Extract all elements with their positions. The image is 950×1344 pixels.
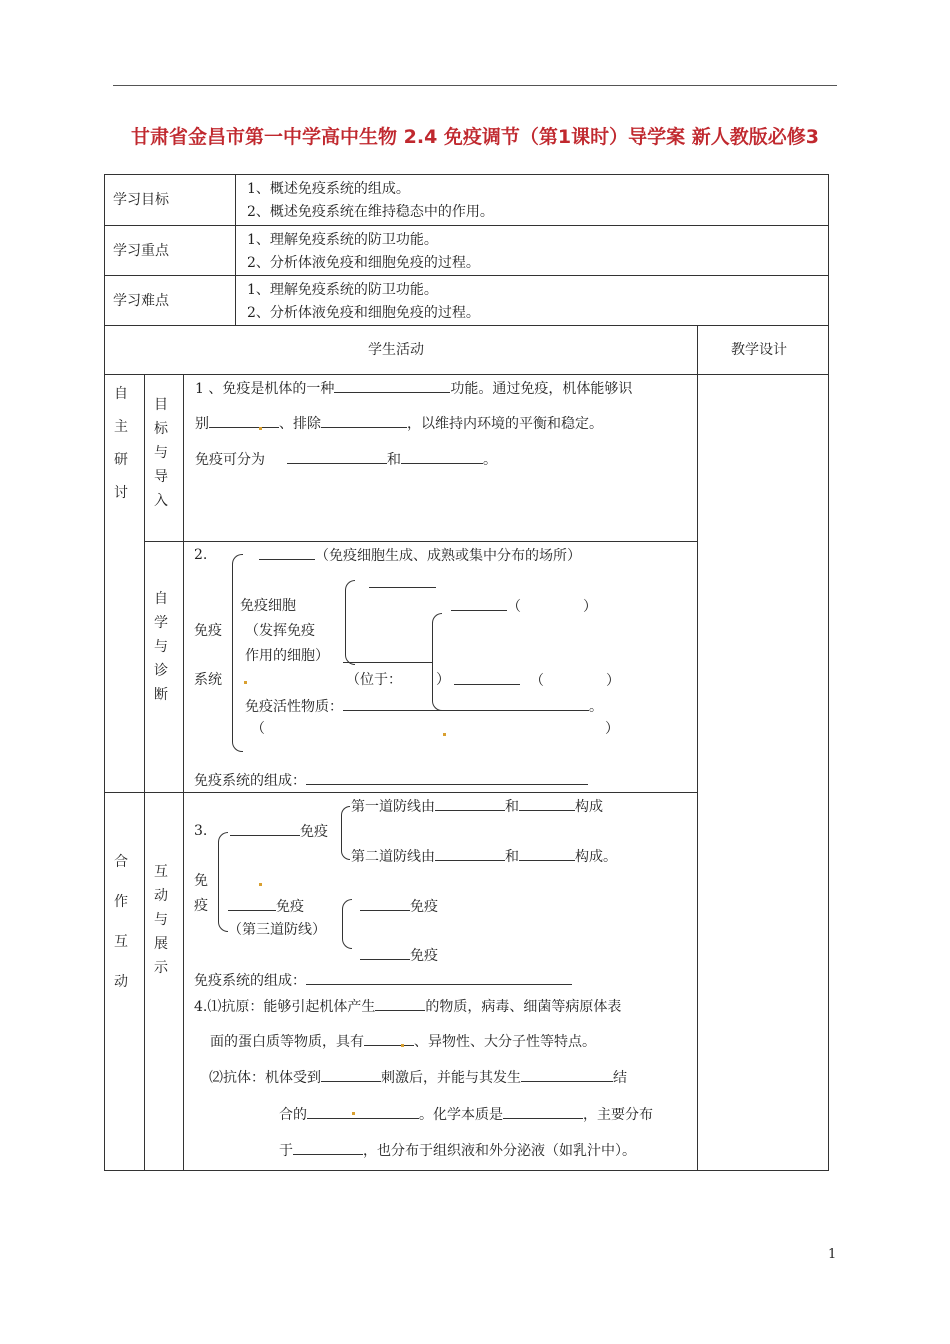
row-label-key-points: 学习重点	[113, 243, 169, 259]
top-rule	[113, 85, 837, 86]
section-self-study: 自主研讨	[114, 386, 128, 501]
section-goals-intro: 目标与导入	[154, 397, 168, 509]
section-self-diagnosis: 自学与诊断	[154, 591, 168, 703]
cell-type-line-2: （ ）	[454, 671, 620, 690]
table-border	[104, 275, 829, 276]
q4-line-4: 合的 。化学本质是 ，主要分布	[279, 1107, 653, 1123]
composition-line-2: 免疫系统的组成：	[194, 971, 572, 990]
blank[interactable]	[454, 671, 520, 685]
blank[interactable]	[259, 546, 315, 560]
blank[interactable]	[334, 379, 450, 393]
active-substance-line: 免疫活性物质： 。	[245, 699, 603, 715]
table-border	[104, 1170, 829, 1171]
table-border	[697, 325, 698, 1171]
table-border	[183, 374, 184, 1171]
active-substance-paren: （ ）	[251, 721, 619, 737]
immune-cells-note-2: 作用的细胞）	[245, 648, 329, 664]
row-label-difficulties: 学习难点	[113, 293, 169, 309]
table-border	[104, 174, 105, 1171]
blank[interactable]	[451, 597, 507, 611]
q1-line-1: 1 、免疫是机体的一种 功能。通过免疫，机体能够识	[195, 381, 633, 397]
table-border	[104, 225, 829, 226]
blank[interactable]	[503, 1105, 583, 1119]
q1-line-3: 免疫可分为 和 。	[195, 452, 497, 468]
immune-cells-label: 免疫细胞	[240, 598, 296, 614]
page-number: 1	[828, 1247, 837, 1262]
location-line: （位于： ）	[346, 672, 450, 688]
blank[interactable]	[519, 797, 575, 811]
blank[interactable]	[364, 1032, 414, 1046]
blank[interactable]	[519, 847, 575, 861]
humoral-line: 免疫	[360, 897, 438, 916]
column-header-design: 教学设计	[731, 342, 787, 358]
brace	[218, 832, 228, 932]
q4-line-2: 面的蛋白质等物质，具有 、异物性、大分子性等特点。	[210, 1034, 596, 1050]
key-point-line-1: 1、理解免疫系统的防卫功能。	[247, 232, 438, 248]
ink-speck	[259, 883, 262, 886]
blank[interactable]	[360, 897, 410, 911]
table-border	[104, 374, 829, 375]
immune-system-label-2: 系统	[194, 672, 222, 688]
ink-speck	[401, 1044, 404, 1047]
table-border	[104, 174, 829, 175]
blank[interactable]	[307, 1105, 419, 1119]
cellular-line: 免疫	[360, 946, 438, 965]
difficulty-line-2: 2、分析体液免疫和细胞免疫的过程。	[247, 305, 480, 321]
blank[interactable]	[521, 1068, 613, 1082]
composition-line-1: 免疫系统的组成：	[194, 771, 588, 790]
brace	[345, 580, 355, 665]
blank[interactable]	[230, 822, 300, 836]
ink-speck	[259, 427, 262, 430]
brace	[341, 806, 350, 860]
blank[interactable]	[209, 414, 279, 428]
defense-line-2: 第二道防线由 和 构成。	[351, 849, 617, 865]
blank[interactable]	[287, 450, 387, 464]
table-border	[104, 792, 697, 793]
row-label-goals: 学习目标	[113, 192, 169, 208]
blank[interactable]	[228, 897, 276, 911]
immunity-label-1: 免	[194, 873, 208, 889]
q2-number: 2.	[194, 547, 208, 563]
ink-speck	[352, 1112, 355, 1115]
cell-type-line-1: （ ）	[451, 597, 597, 616]
table-border	[828, 174, 829, 1171]
q4-line-5: 于 ，也分布于组织液和外分泌液（如乳汁中）。	[279, 1143, 636, 1159]
immune-cells-note-1: （发挥免疫	[245, 623, 315, 639]
ink-speck	[443, 733, 446, 736]
blank[interactable]	[401, 450, 483, 464]
defense-line-1: 第一道防线由 和 构成	[351, 799, 603, 815]
blank[interactable]	[293, 1141, 363, 1155]
third-defense-label: （第三道防线）	[228, 922, 326, 938]
blank[interactable]	[321, 414, 407, 428]
blank[interactable]	[306, 771, 588, 785]
q2-organ-line: （免疫细胞生成、成熟或集中分布的场所）	[259, 546, 581, 565]
blank[interactable]	[306, 971, 572, 985]
ink-speck	[244, 681, 247, 684]
blank[interactable]	[435, 797, 505, 811]
q4-line-3: ⑵抗体：机体受到 刺激后，并能与其发生 结	[209, 1070, 627, 1086]
section-interaction: 互动与展示	[154, 864, 168, 976]
brace	[342, 899, 352, 949]
blank[interactable]	[343, 662, 433, 663]
goal-line-2: 2、概述免疫系统在维持稳态中的作用。	[247, 204, 494, 220]
table-border	[235, 174, 236, 326]
specific-immunity-line: 免疫	[228, 897, 304, 916]
blank[interactable]	[343, 697, 589, 711]
table-border	[144, 541, 697, 542]
blank[interactable]	[369, 587, 436, 588]
innate-immunity-line: 免疫	[230, 822, 328, 841]
immunity-label-2: 疫	[194, 898, 208, 914]
q1-line-2: 别 、排除 ，以维持内环境的平衡和稳定。	[195, 416, 603, 432]
brace	[232, 554, 243, 752]
blank[interactable]	[435, 847, 505, 861]
blank[interactable]	[375, 997, 425, 1011]
table-border	[104, 325, 829, 326]
document-title: 甘肃省金昌市第一中学高中生物 2.4 免疫调节（第1课时）导学案 新人教版必修3	[131, 126, 819, 148]
immune-system-label-1: 免疫	[194, 623, 222, 639]
column-header-activity: 学生活动	[368, 342, 424, 358]
q4-line-1: 4.⑴抗原：能够引起机体产生 的物质，病毒、细菌等病原体表	[194, 999, 622, 1015]
table-border	[144, 374, 145, 1171]
key-point-line-2: 2、分析体液免疫和细胞免疫的过程。	[247, 255, 480, 271]
blank[interactable]	[360, 946, 410, 960]
blank[interactable]	[321, 1068, 381, 1082]
q3-number: 3.	[194, 823, 208, 839]
difficulty-line-1: 1、理解免疫系统的防卫功能。	[247, 282, 438, 298]
section-cooperation: 合作互动	[114, 854, 128, 990]
goal-line-1: 1、概述免疫系统的组成。	[247, 181, 410, 197]
